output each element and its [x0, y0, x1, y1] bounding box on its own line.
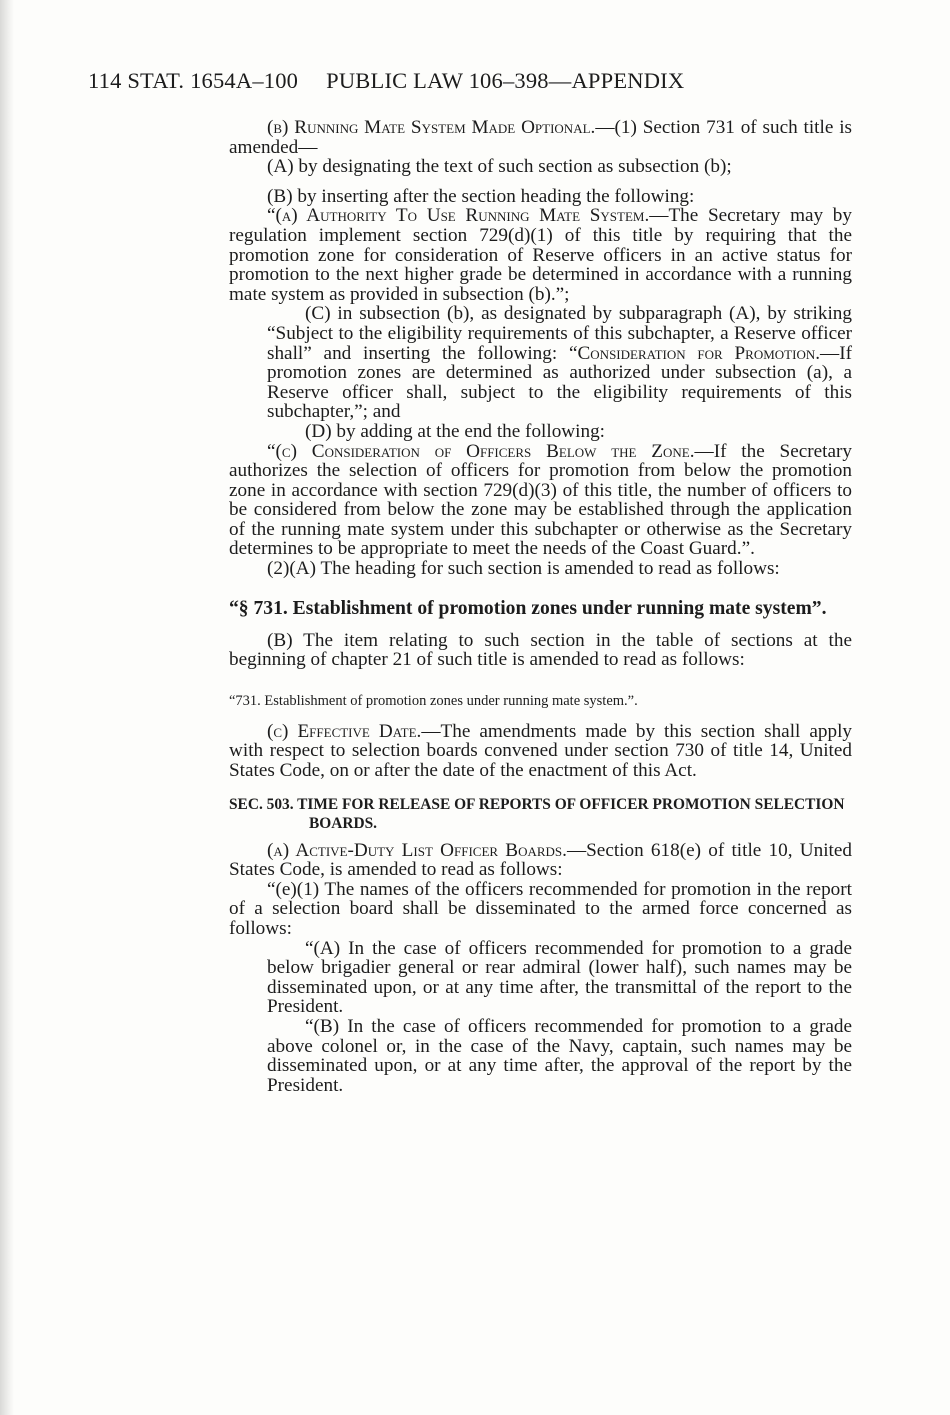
b-heading: (b) Running Mate System Made Optional. — [267, 117, 596, 138]
paragraph-2A — [229, 559, 852, 579]
paragraph-b — [229, 118, 852, 157]
c-heading: “(c) Consideration of Officers Below the Zone. — [267, 440, 695, 462]
paragraph-A — [191, 157, 852, 177]
eB-text: “(B) In the case of officers recommended for promotion to a grade above colonel or, in the case of the Navy, captain, such names may be disseminated upon, or at any time after, the approval of the report by the President. — [267, 1015, 852, 1096]
2B-text: (B) The item relating to such section in the table of sections at the beginning of chapter 21 of such title is amended to read as follows: — [229, 629, 852, 671]
paragraph-e1 — [229, 880, 852, 939]
eA-text: “(A) In the case of officers recommended for promotion to a grade below brigadier general or rear admiral (lower half), such names may be disseminated upon, or at any time after, the transmittal of the report to the President. — [267, 937, 852, 1018]
e1-text: “(e)(1) The names of the officers recommended for promotion in the report of a selection board shall be disseminated to the armed force concerned as follows: — [229, 878, 852, 939]
paragraph-eA — [229, 939, 852, 1017]
paragraph-C — [229, 304, 852, 422]
effective-date-heading: (c) Effective Date. — [267, 720, 422, 742]
page-body — [229, 118, 852, 1095]
C-post: —If promotion zones are determined as authorized under subsection (a), a Reserve officer shall, subject to the eligibility requirements of this subchapter,”; and — [267, 342, 852, 423]
paragraph-B — [229, 187, 852, 207]
paragraph-D — [229, 422, 852, 442]
page-edge-shadow — [0, 0, 14, 1415]
table-of-sections-item: “731. Establishment of promotion zones under running mate system.”. — [229, 692, 638, 709]
active-duty-text: —Section 618(e) of title 10, United States Code, is amended to read as follows: — [229, 839, 852, 881]
page-header — [88, 68, 684, 94]
active-duty-heading: (a) Active-Duty List Officer Boards. — [267, 839, 567, 861]
a-heading: “(a) Authority To Use Running Mate System. — [267, 205, 650, 227]
a-text: —The Secretary may by regulation implement section 729(d)(1) of this title by requiring that the promotion zone for consideration of Reserve officers in an active status for promotion to the next higher grade be determined in accordance with a running mate system as provided in subsection (b).”; — [229, 205, 852, 305]
A-text: (A) by designating the text of such section as subsection (b); — [267, 156, 732, 178]
B-text: (B) by inserting after the section heading the following: — [267, 185, 695, 207]
section-731-heading: “§ 731. Establishment of promotion zones under running mate system”. — [229, 597, 827, 619]
b-text: —(1) Section 731 of such title is amended— — [229, 117, 852, 158]
stat-citation: 114 STAT. 1654A–100 — [88, 68, 299, 93]
paragraph-2B — [229, 631, 852, 670]
c-text: —If the Secretary authorizes the selection of officers for promotion from below the promotion zone in accordance with section 729(d)(3) of this title, the number of officers to be considered from below the zone may be established through the application of the running mate system under this subchapter or otherwise as the Secretary determines to be appropriate to meet the needs of the Coast Guard.”. — [229, 440, 852, 560]
paragraph-active-duty — [229, 841, 852, 880]
2A-text: (2)(A) The heading for such section is amended to read as follows: — [267, 558, 780, 580]
D-text: (D) by adding at the end the following: — [305, 420, 606, 442]
effective-date-text: —The amendments made by this section shall apply with respect to selection boards convened under section 730 of title 14, United States Code, on or after the date of the enactment of this Act. — [229, 720, 852, 782]
subsection-c-insert — [229, 442, 852, 560]
sec-503-heading: SEC. 503. TIME FOR RELEASE OF REPORTS OF OFFICER PROMOTION SELECTION BOARDS. — [229, 795, 845, 832]
paragraph-eB — [229, 1017, 852, 1095]
paragraph-effective-date — [229, 722, 852, 781]
C-heading: Consideration for Promotion. — [577, 342, 821, 364]
C-pre: (C) in subsection (b), as designated by subparagraph (A), by striking “Subject to the eligibility requirements of this subchapter, a Reserve officer shall” and inserting the following: “ — [267, 303, 852, 364]
public-law-title: PUBLIC LAW 106–398—APPENDIX — [326, 68, 685, 93]
subsection-a-insert — [229, 206, 852, 304]
